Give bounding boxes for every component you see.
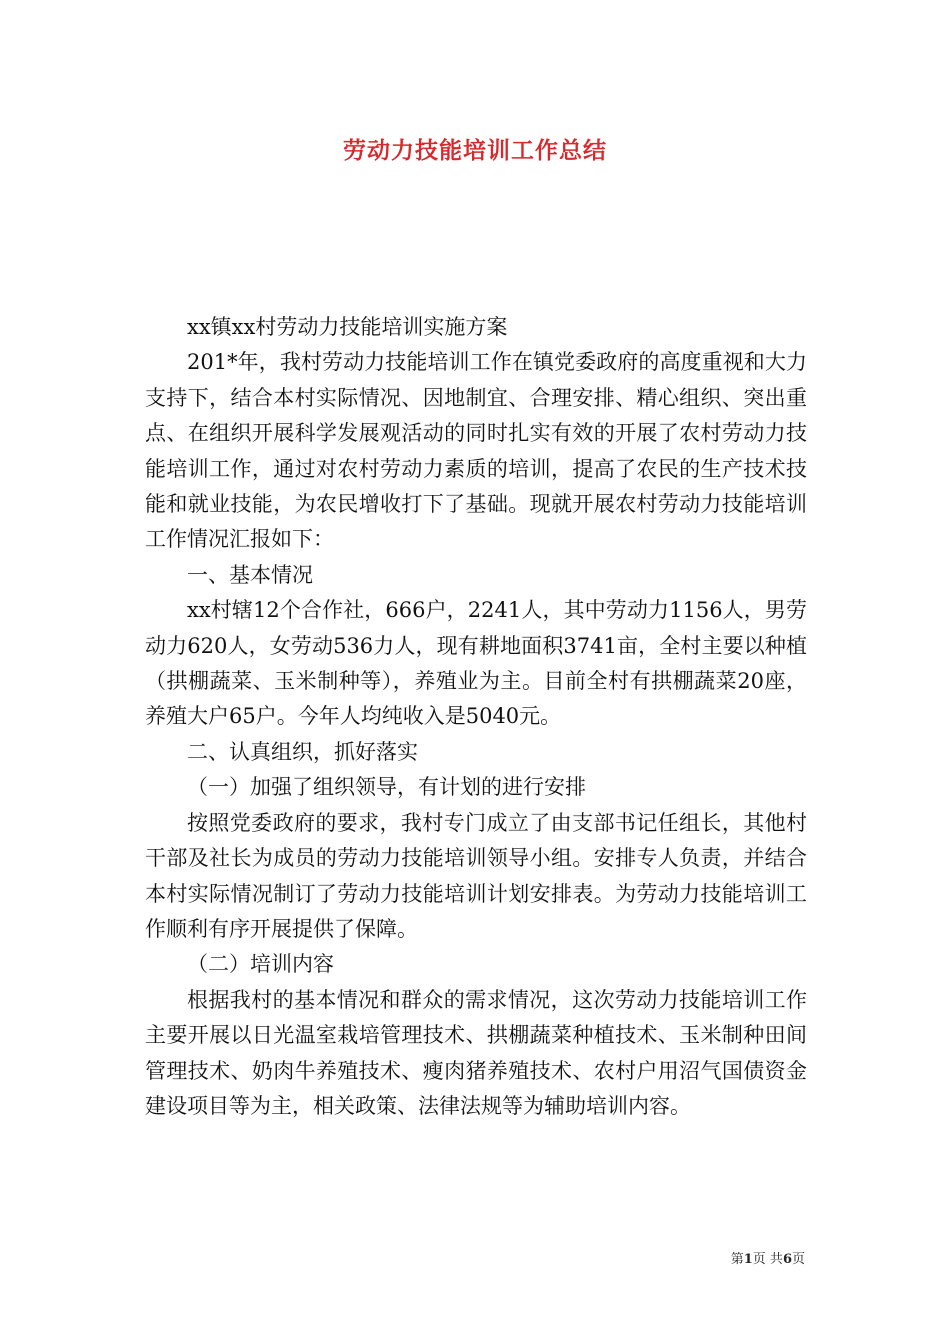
section-heading-basic: 一、基本情况 [187, 562, 313, 587]
footer-prefix: 第 [730, 1252, 744, 1267]
page-title: 劳动力技能培训工作总结 [343, 138, 607, 164]
subheading-content: （二）培训内容 [187, 952, 334, 977]
paragraph-content: 根据我村的基本情况和群众的需求情况，这次劳动力技能培训工作主要开展以日光温室栽培管理技术、拱棚蔬菜种植技术、玉米制种田间管理技术、奶肉牛养殖技术、瘦肉猪养殖技术、农村户用沼气国债资金建设项目等为主，相关政策、法律法规等为辅助培训内容。 [145, 987, 807, 1118]
subheading-leadership: （一）加强了组织领导，有计划的进行安排 [187, 775, 586, 800]
footer-current-page: 1 [743, 1252, 753, 1267]
page-footer [0, 1248, 805, 1267]
document-subtitle: xx镇xx村劳动力技能培训实施方案 [187, 315, 508, 339]
footer-suffix: 页 [791, 1252, 805, 1267]
document-body [145, 310, 807, 1124]
footer-total-pages: 6 [782, 1252, 792, 1267]
paragraph-leadership: 按照党委政府的要求，我村专门成立了由支部书记任组长，其他村干部及社长为成员的劳动力技能培训领导小组。安排专人负责，并结合本村实际情况制订了劳动力技能培训计划安排表。为劳动力技能培训工作顺利有序开展提供了保障。 [145, 810, 807, 941]
footer-middle: 页 共 [752, 1252, 783, 1267]
paragraph-intro: 201*年，我村劳动力技能培训工作在镇党委政府的高度重视和大力支持下，结合本村实际情况、因地制宜、合理安排、精心组织、突出重点、在组织开展科学发展观活动的同时扎实有效的开展了农村劳动力技能培训工作，通过对农村劳动力素质的培训，提高了农民的生产技术技能和就业技能，为农民增收打下了基础。现就开展农村劳动力技能培训工作情况汇报如下： [145, 350, 807, 552]
paragraph-basic-info: xx村辖12个合作社，666户，2241人，其中劳动力1156人，男劳动力620人，女劳动536力人，现有耕地面积3741亩，全村主要以种植（拱棚蔬菜、玉米制种等），养殖业为主。目前全村有拱棚蔬菜20座，养殖大户65户。今年人均纯收入是5040元。 [145, 598, 807, 729]
section-heading-organize: 二、认真组织，抓好落实 [187, 739, 418, 764]
